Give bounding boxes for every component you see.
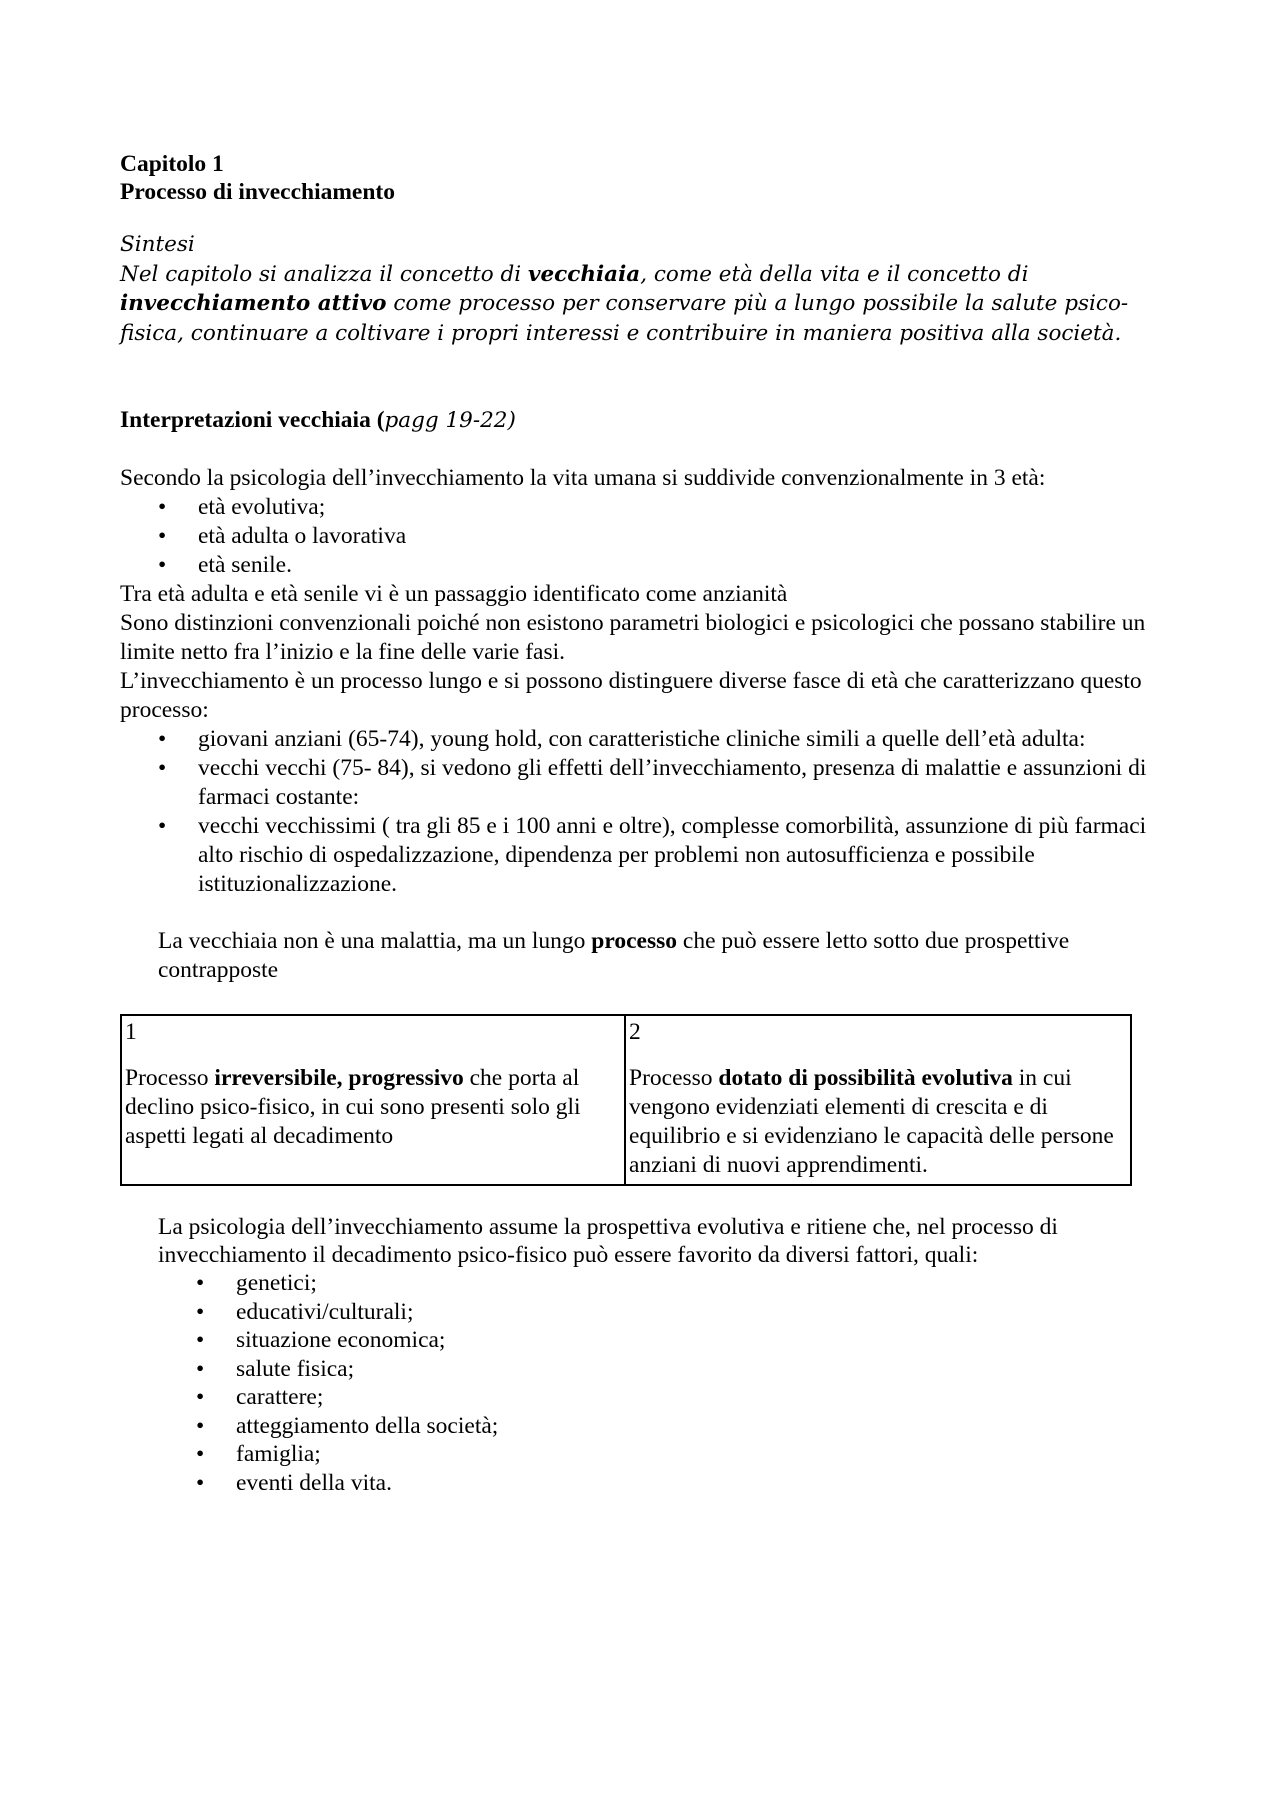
cell-number: 2	[629, 1019, 641, 1045]
bullet-icon: •	[158, 755, 167, 781]
document-page	[120, 150, 1180, 1497]
bullet-icon: •	[158, 726, 167, 752]
list-item	[120, 493, 1180, 522]
ages-intro: Secondo la psicologia dell’invecchiamento la vita umana si suddivide convenzionalmente in 3 età:	[120, 465, 1046, 491]
table-row	[121, 1015, 1131, 1185]
section-title-text: Interpretazioni vecchiaia	[120, 407, 371, 433]
list-item	[120, 754, 1180, 812]
bullet-icon: •	[196, 1270, 205, 1296]
transition-text: Tra età adulta e età senile vi è un passaggio identificato come anzianità	[120, 581, 788, 607]
list-item-text: atteggiamento della società;	[236, 1412, 499, 1439]
summary-heading: Sintesi	[120, 232, 195, 257]
bullet-icon: •	[196, 1355, 205, 1382]
summary-keyword-invecchiamento-attivo: invecchiamento attivo	[120, 291, 387, 316]
ages-list	[120, 493, 1180, 580]
age-bands-list	[120, 725, 1180, 899]
chapter-title: Processo di invecchiamento	[120, 179, 396, 205]
lead-text-part: che può essere letto sotto due prospettive contrapposte	[158, 928, 1070, 983]
bullet-icon: •	[158, 523, 167, 549]
list-item	[120, 1269, 1180, 1298]
perspectives-table	[120, 1014, 1132, 1186]
summary-text-part: , come età della vita e il concetto di	[640, 261, 1029, 287]
bullet-icon: •	[196, 1469, 205, 1496]
list-item-text: famiglia;	[236, 1441, 321, 1467]
list-item-text: salute fisica;	[236, 1355, 355, 1382]
list-item	[120, 1326, 1180, 1355]
list-item-text: educativi/culturali;	[236, 1298, 414, 1325]
cell-text-part: Processo	[125, 1065, 215, 1091]
list-item	[120, 1383, 1180, 1412]
cell-number: 1	[125, 1019, 137, 1045]
bullet-icon: •	[196, 1298, 205, 1325]
table-cell-perspective-2	[625, 1015, 1131, 1185]
bullet-icon: •	[196, 1384, 205, 1410]
summary-text-part: Nel capitolo si analizza il concetto di	[120, 261, 528, 287]
list-item	[120, 1355, 1180, 1384]
perspectives-lead	[120, 927, 1180, 985]
list-item-text: vecchi vecchi (75- 84), si vedono gli effetti dell’invecchiamento, presenza di malattie e assunzioni di farmaci costante:	[198, 755, 1147, 810]
list-item	[120, 551, 1180, 580]
lead-keyword-processo: processo	[591, 928, 678, 954]
list-item-text: giovani anziani (65-74), young hold, con caratteristiche cliniche simili a quelle dell’età adulta:	[198, 726, 1086, 752]
list-item-text: vecchi vecchissimi ( tra gli 85 e i 100 anni e oltre), complesse comorbilità, assunzione di più farmaci alto rischio di ospedalizzazione, dipendenza per problemi non autosufficienza e possibile istituzionalizzazione.	[198, 813, 1147, 897]
factors-list	[120, 1269, 1180, 1497]
summary-text-part: come processo per conservare più a lungo possibile la salute psico-fisica, continuare a coltivare i propri interessi e contribuire in maniera positiva alla società.	[120, 291, 1129, 346]
lead-text-part: La vecchiaia non è una malattia, ma un lungo	[158, 928, 592, 954]
bands-intro: L’invecchiamento è un processo lungo e si possono distinguere diverse fasce di età che caratterizzano questo processo:	[120, 668, 1142, 723]
section-page-reference: pagg 19-22)	[384, 408, 516, 433]
bullet-icon: •	[196, 1412, 205, 1439]
cell-text-part: che porta al declino psico-fisico, in cui sono presenti solo gli aspetti legati al decadimento	[125, 1065, 581, 1149]
summary-text	[120, 260, 1180, 349]
table-cell-perspective-1	[121, 1015, 625, 1185]
list-item-text: età evolutiva;	[198, 494, 326, 520]
bullet-icon: •	[196, 1441, 205, 1467]
list-item-text: carattere;	[236, 1384, 324, 1410]
list-item-text: età senile.	[198, 552, 292, 578]
list-item-text: eventi della vita.	[236, 1469, 392, 1496]
list-item	[120, 1469, 1180, 1498]
summary-keyword-vecchiaia: vecchiaia	[528, 261, 641, 287]
summary-block	[120, 230, 1180, 348]
list-item	[120, 812, 1180, 899]
list-item	[120, 1412, 1180, 1441]
bullet-icon: •	[158, 494, 167, 520]
chapter-label: Capitolo 1	[120, 151, 224, 177]
conventional-text: Sono distinzioni convenzionali poiché non esistono parametri biologici e psicologici che possano stabilire un limite netto fra l’inizio e la fine delle varie fasi.	[120, 610, 1146, 665]
list-item	[120, 725, 1180, 754]
list-item	[120, 522, 1180, 551]
cell-text-part: in cui vengono evidenziati elementi di crescita e di equilibrio e si evidenziano le capacità delle persone anziani di nuovi apprendimenti.	[629, 1065, 1114, 1178]
list-item-text: situazione economica;	[236, 1327, 446, 1353]
list-item-text: genetici;	[236, 1270, 317, 1296]
list-item	[120, 1440, 1180, 1469]
bullet-icon: •	[158, 552, 167, 578]
section-title	[120, 406, 1180, 435]
section-title-paren: (	[370, 407, 385, 433]
list-item	[120, 1298, 1180, 1327]
bullet-icon: •	[158, 813, 167, 839]
list-item-text: età adulta o lavorativa	[198, 523, 407, 549]
bullet-icon: •	[196, 1327, 205, 1353]
factors-intro: La psicologia dell’invecchiamento assume la prospettiva evolutiva e ritiene che, nel processo di invecchiamento il decadimento psico-fisico può essere favorito da diversi fattori, quali:	[158, 1214, 1058, 1268]
cell-keyword: dotato di possibilità evolutiva	[718, 1065, 1013, 1091]
cell-keyword: irreversibile, progressivo	[214, 1065, 464, 1091]
cell-text-part: Processo	[629, 1065, 719, 1091]
